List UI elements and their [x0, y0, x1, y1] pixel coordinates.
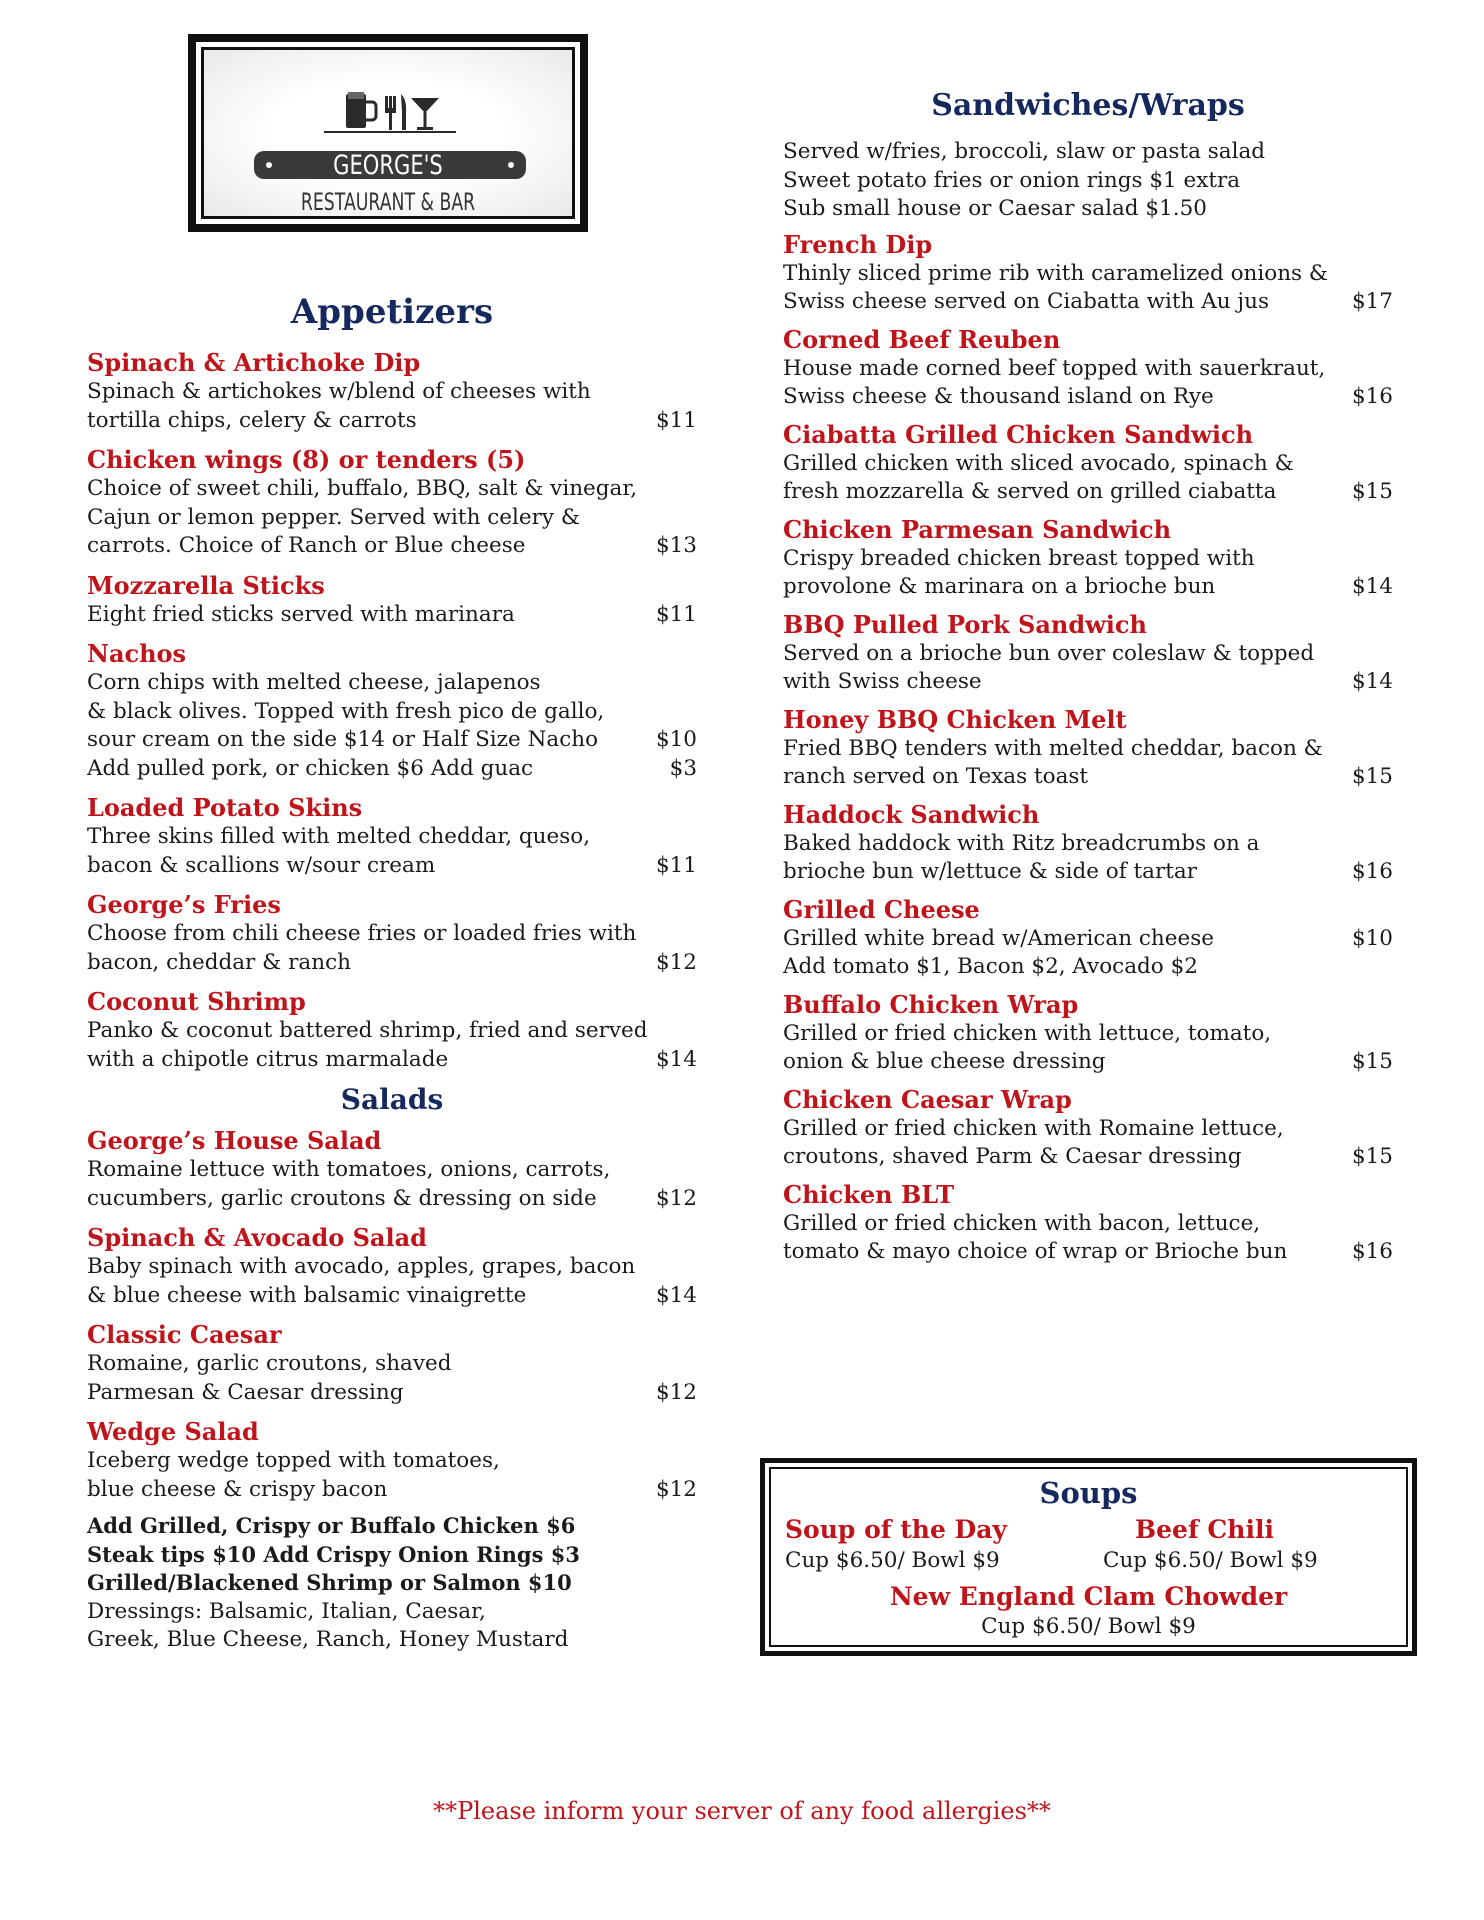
menu-item-price [689, 1017, 697, 1046]
menu-item-price [1385, 735, 1393, 764]
menu-item [87, 890, 697, 977]
menu-item-line [783, 830, 1393, 859]
addon-line: Grilled/Blackened Shrimp or Salmon $10 [87, 1570, 572, 1595]
menu-item-description: provolone & marinara on a brioche bun [783, 574, 1216, 599]
menu-item [87, 1223, 697, 1310]
menu-item-name: Coconut Shrimp [87, 987, 306, 1016]
menu-item-price [689, 378, 697, 407]
menu-item-line [87, 1379, 697, 1408]
addon-line: Add Grilled, Crispy or Buffalo Chicken $6 [87, 1513, 576, 1538]
menu-item-price [689, 669, 697, 698]
logo-subtitle: RESTAURANT & BAR [300, 188, 476, 216]
menu-item-description: tomato & mayo choice of wrap or Brioche bun [783, 1239, 1288, 1264]
menu-item-description: Spinach & artichokes w/blend of cheeses with [87, 379, 591, 404]
menu-item-line [87, 823, 697, 852]
menu-item-description: Eight fried sticks served with marinara [87, 601, 515, 627]
menu-item-price [1385, 1115, 1393, 1144]
menu-item-name: Haddock Sandwich [783, 799, 1040, 829]
menu-item-name: Classic Caesar [87, 1320, 282, 1349]
menu-item-name: Chicken BLT [783, 1179, 955, 1209]
menu-item-price [1385, 953, 1393, 982]
menu-item-description: Fried BBQ tenders with melted cheddar, bacon & [783, 735, 1323, 761]
menu-item-description: Add pulled pork, or chicken $6 Add guac [87, 755, 534, 781]
menu-item-price [1385, 260, 1393, 289]
menu-item [87, 987, 697, 1074]
menu-item [783, 325, 1393, 412]
soups-heading: Soups [1039, 1476, 1138, 1510]
menu-item-description: fresh mozzarella & served on grilled ciabatta [783, 479, 1277, 504]
menu-item-description: House made corned beef topped with sauerkraut, [783, 355, 1326, 381]
salad-addons [87, 1512, 697, 1655]
menu-item-line [87, 504, 697, 533]
left-column [87, 290, 697, 1655]
menu-item-price [689, 920, 697, 949]
logo-name: GEORGE'S [333, 150, 443, 181]
menu-item-name: Chicken Caesar Wrap [783, 1084, 1072, 1114]
intro-line: Sweet potato fries or onion rings $1 extra [783, 167, 1241, 193]
soups-box [760, 1458, 1417, 1656]
menu-item-line [783, 450, 1393, 479]
menu-item-line [783, 260, 1393, 289]
menu-item-line [783, 1238, 1393, 1267]
menu-item-line [87, 726, 697, 755]
menu-item-line [87, 1282, 697, 1311]
menu-item-description: brioche bun w/lettuce & side of tartar [783, 859, 1197, 884]
menu-item-price: $12 [655, 1185, 697, 1211]
menu-item [87, 793, 697, 880]
menu-item-description: Choice of sweet chili, buffalo, BBQ, salt & vinegar, [87, 476, 638, 501]
menu-item-description: Panko & coconut battered shrimp, fried and served [87, 1018, 648, 1043]
menu-item-line [783, 545, 1393, 574]
menu-item-price: $11 [655, 852, 697, 878]
salads-list [87, 1126, 697, 1504]
menu-item-name: Honey BBQ Chicken Melt [783, 704, 1127, 734]
menu-item-description: & black olives. Topped with fresh pico de gallo, [87, 698, 605, 724]
menu-item-line [87, 601, 697, 630]
menu-item-price: $11 [655, 601, 697, 627]
menu-item-line [87, 755, 697, 784]
menu-item-line [783, 1210, 1393, 1239]
menu-item-line [87, 1350, 697, 1379]
menu-item [783, 420, 1393, 507]
menu-item [87, 1417, 697, 1504]
restaurant-logo [188, 34, 588, 232]
menu-item-price [1385, 830, 1393, 859]
appetizers-list [87, 348, 697, 1074]
menu-item-description: Grilled or fried chicken with Romaine lettuce, [783, 1115, 1284, 1141]
menu-item-description: Add tomato $1, Bacon $2, Avocado $2 [783, 954, 1198, 979]
menu-item [87, 639, 697, 783]
menu-item-line [783, 383, 1393, 412]
menu-item-line [87, 1476, 697, 1505]
menu-item-name: George’s House Salad [87, 1126, 382, 1155]
menu-item-description: ranch served on Texas toast [783, 764, 1089, 789]
menu-item-name: George’s Fries [87, 890, 281, 919]
dressings-line: Greek, Blue Cheese, Ranch, Honey Mustard [87, 1627, 569, 1652]
menu-item-description: & blue cheese with balsamic vinaigrette [87, 1282, 527, 1308]
menu-item-line [87, 1185, 697, 1214]
menu-item-price [689, 823, 697, 852]
menu-item-price [1385, 545, 1393, 574]
menu-item-price: $14 [655, 1282, 697, 1308]
menu-item-price [1385, 640, 1393, 669]
menu-item [783, 230, 1393, 317]
soup-of-the-day-name: Soup of the Day [785, 1515, 1007, 1544]
menu-item-price [1385, 1210, 1393, 1239]
menu-item-price [1385, 450, 1393, 479]
menu-item [783, 990, 1393, 1077]
menu-item-line [783, 478, 1393, 507]
allergy-note: **Please inform your server of any food allergies** [433, 1797, 1051, 1825]
menu-item-name: Nachos [87, 639, 187, 668]
appetizers-heading: Appetizers [290, 292, 494, 332]
menu-item-name: Grilled Cheese [783, 894, 980, 924]
menu-item-price: $11 [655, 407, 697, 433]
menu-item-name: Ciabatta Grilled Chicken Sandwich [783, 419, 1254, 449]
menu-item [783, 1085, 1393, 1172]
menu-item [87, 445, 697, 561]
menu-item-line [87, 1253, 697, 1282]
menu-item-line [87, 698, 697, 727]
menu-item-price: $12 [655, 1476, 697, 1502]
clam-chowder-name: New England Clam Chowder [889, 1582, 1288, 1611]
menu-item-price [689, 475, 697, 504]
salads-heading: Salads [340, 1083, 444, 1116]
clam-chowder-price: Cup $6.50/ Bowl $9 [981, 1614, 1196, 1639]
menu-item-price [1385, 355, 1393, 384]
menu-item [783, 1180, 1393, 1267]
menu-item-line [783, 1048, 1393, 1077]
menu-item-line [783, 925, 1393, 954]
menu-item-line [783, 668, 1393, 697]
menu-item-price: $16 [1351, 384, 1393, 409]
menu-item-price: $10 [1351, 925, 1393, 951]
menu-item-line [783, 1143, 1393, 1172]
sandwiches-list [783, 230, 1393, 1267]
menu-item-description: cucumbers, garlic croutons & dressing on side [87, 1185, 597, 1211]
menu-item-line [87, 949, 697, 978]
menu-item-line [783, 640, 1393, 669]
menu-item-name: Spinach & Artichoke Dip [87, 348, 421, 377]
menu-item-description: Crispy breaded chicken breast topped with [783, 545, 1255, 571]
beef-chili-price: Cup $6.50/ Bowl $9 [1103, 1548, 1318, 1573]
menu-item-line [783, 1020, 1393, 1049]
sandwiches-intro [783, 138, 1393, 224]
menu-item-description: Romaine, garlic croutons, shaved [87, 1351, 452, 1376]
addon-line: Steak tips $10 Add Crispy Onion Rings $3 [87, 1541, 580, 1567]
menu-item-line [87, 669, 697, 698]
menu-item-price [689, 1350, 697, 1379]
dressings-line: Dressings: Balsamic, Italian, Caesar, [87, 1598, 486, 1624]
menu-item-price: $13 [655, 533, 697, 558]
menu-item-price [1385, 1020, 1393, 1049]
menu-item-line [87, 852, 697, 881]
menu-item [783, 705, 1393, 792]
menu-item [87, 348, 697, 435]
menu-item [783, 515, 1393, 602]
menu-item-description: Corn chips with melted cheese, jalapenos [87, 670, 541, 695]
menu-item [783, 610, 1393, 697]
menu-item-description: Served on a brioche bun over coleslaw & topped [783, 640, 1315, 666]
menu-item-description: with a chipotle citrus marmalade [87, 1046, 449, 1072]
menu-item-name: Loaded Potato Skins [87, 793, 363, 822]
menu-item-description: Iceberg wedge topped with tomatoes, [87, 1448, 500, 1473]
menu-item-line [783, 735, 1393, 764]
menu-item-price [689, 1253, 697, 1282]
menu-item-description: croutons, shaved Parm & Caesar dressing [783, 1144, 1242, 1169]
menu-item-name: Chicken Parmesan Sandwich [783, 514, 1172, 544]
menu-item-description: Baby spinach with avocado, apples, grapes, bacon [87, 1254, 636, 1279]
sandwiches-heading: Sandwiches/Wraps [931, 88, 1245, 123]
menu-item-name: Buffalo Chicken Wrap [783, 989, 1079, 1019]
menu-item-description: Romaine lettuce with tomatoes, onions, carrots, [87, 1157, 611, 1182]
menu-item-description: Cajun or lemon pepper. Served with celery & [87, 504, 581, 530]
menu-item-line [87, 1156, 697, 1185]
menu-item-description: bacon, cheddar & ranch [87, 949, 351, 975]
right-column [783, 86, 1393, 1267]
menu-item-price: $12 [655, 1379, 697, 1405]
menu-item-description: sour cream on the side $14 or Half Size Nacho [87, 727, 599, 752]
menu-item-name: Spinach & Avocado Salad [87, 1223, 427, 1252]
menu-item-price: $3 [669, 755, 697, 781]
soup-of-the-day-price: Cup $6.50/ Bowl $9 [785, 1548, 1000, 1573]
menu-item-line [87, 1447, 697, 1476]
menu-item-line [783, 953, 1393, 982]
menu-item-line [783, 1115, 1393, 1144]
menu-item-description: Grilled or fried chicken with lettuce, tomato, [783, 1020, 1272, 1046]
menu-item-description: bacon & scallions w/sour cream [87, 852, 436, 878]
menu-item-description: Choose from chili cheese fries or loaded fries with [87, 921, 637, 946]
intro-line: Sub small house or Caesar salad $1.50 [783, 196, 1207, 221]
menu-item-price [689, 1447, 697, 1476]
menu-item-description: Parmesan & Caesar dressing [87, 1379, 404, 1405]
menu-item [783, 895, 1393, 982]
menu-item-price [689, 1156, 697, 1185]
menu-item-description: Three skins filled with melted cheddar, queso, [87, 824, 591, 849]
menu-item-line [87, 1046, 697, 1075]
menu-item-name: Wedge Salad [87, 1417, 259, 1446]
menu-item-price: $16 [1351, 859, 1393, 884]
menu-item [87, 1320, 697, 1407]
menu-item [783, 800, 1393, 887]
menu-item-name: Mozzarella Sticks [87, 570, 325, 600]
menu-item-description: Swiss cheese served on Ciabatta with Au jus [783, 289, 1269, 314]
menu-item-description: Thinly sliced prime rib with caramelized onions & [783, 260, 1329, 286]
menu-item-price: $14 [1351, 669, 1393, 694]
beef-chili-name: Beef Chili [1135, 1515, 1274, 1544]
menu-item-description: tortilla chips, celery & carrots [87, 407, 417, 433]
menu-item-price: $16 [1351, 1239, 1393, 1264]
menu-item-name: BBQ Pulled Pork Sandwich [783, 609, 1147, 639]
menu-item-line [87, 378, 697, 407]
menu-item-price: $12 [655, 949, 697, 975]
menu-item-description: Grilled white bread w/American cheese [783, 925, 1214, 951]
menu-item-line [87, 407, 697, 436]
menu-item-line [87, 532, 697, 561]
menu-item-line [87, 920, 697, 949]
menu-item-line [87, 1017, 697, 1046]
menu-item-description: Grilled or fried chicken with bacon, lettuce, [783, 1210, 1261, 1236]
menu-item-price: $17 [1351, 289, 1393, 314]
menu-item-description: carrots. Choice of Ranch or Blue cheese [87, 533, 526, 558]
menu-item-price: $10 [655, 727, 697, 752]
menu-item-description: Swiss cheese & thousand island on Rye [783, 384, 1214, 409]
intro-line: Served w/fries, broccoli, slaw or pasta salad [783, 139, 1266, 164]
menu-item-line [783, 288, 1393, 317]
menu-item-name: Corned Beef Reuben [783, 324, 1061, 354]
menu-item-line [783, 763, 1393, 792]
menu-item-description: blue cheese & crispy bacon [87, 1476, 388, 1502]
menu-item-description: Baked haddock with Ritz breadcrumbs on a [783, 830, 1260, 856]
menu-item-description: onion & blue cheese dressing [783, 1049, 1106, 1074]
menu-item-price [689, 504, 697, 533]
menu-item [87, 1126, 697, 1213]
menu-item-price: $15 [1351, 764, 1393, 789]
menu-item-line [783, 858, 1393, 887]
menu-item-price: $15 [1351, 479, 1393, 504]
menu-item-price: $15 [1351, 1144, 1393, 1169]
menu-item-description: with Swiss cheese [783, 669, 982, 694]
menu-item [87, 571, 697, 630]
menu-item-line [783, 355, 1393, 384]
menu-item-price: $15 [1351, 1049, 1393, 1074]
menu-item-line [783, 573, 1393, 602]
menu-item-line [87, 475, 697, 504]
menu-item-name: French Dip [783, 229, 933, 259]
menu-item-price: $14 [655, 1046, 697, 1072]
menu-item-price: $14 [1351, 574, 1393, 599]
menu-item-description: Grilled chicken with sliced avocado, spinach & [783, 450, 1294, 476]
menu-item-name: Chicken wings (8) or tenders (5) [87, 445, 526, 474]
menu-item-price [689, 698, 697, 727]
